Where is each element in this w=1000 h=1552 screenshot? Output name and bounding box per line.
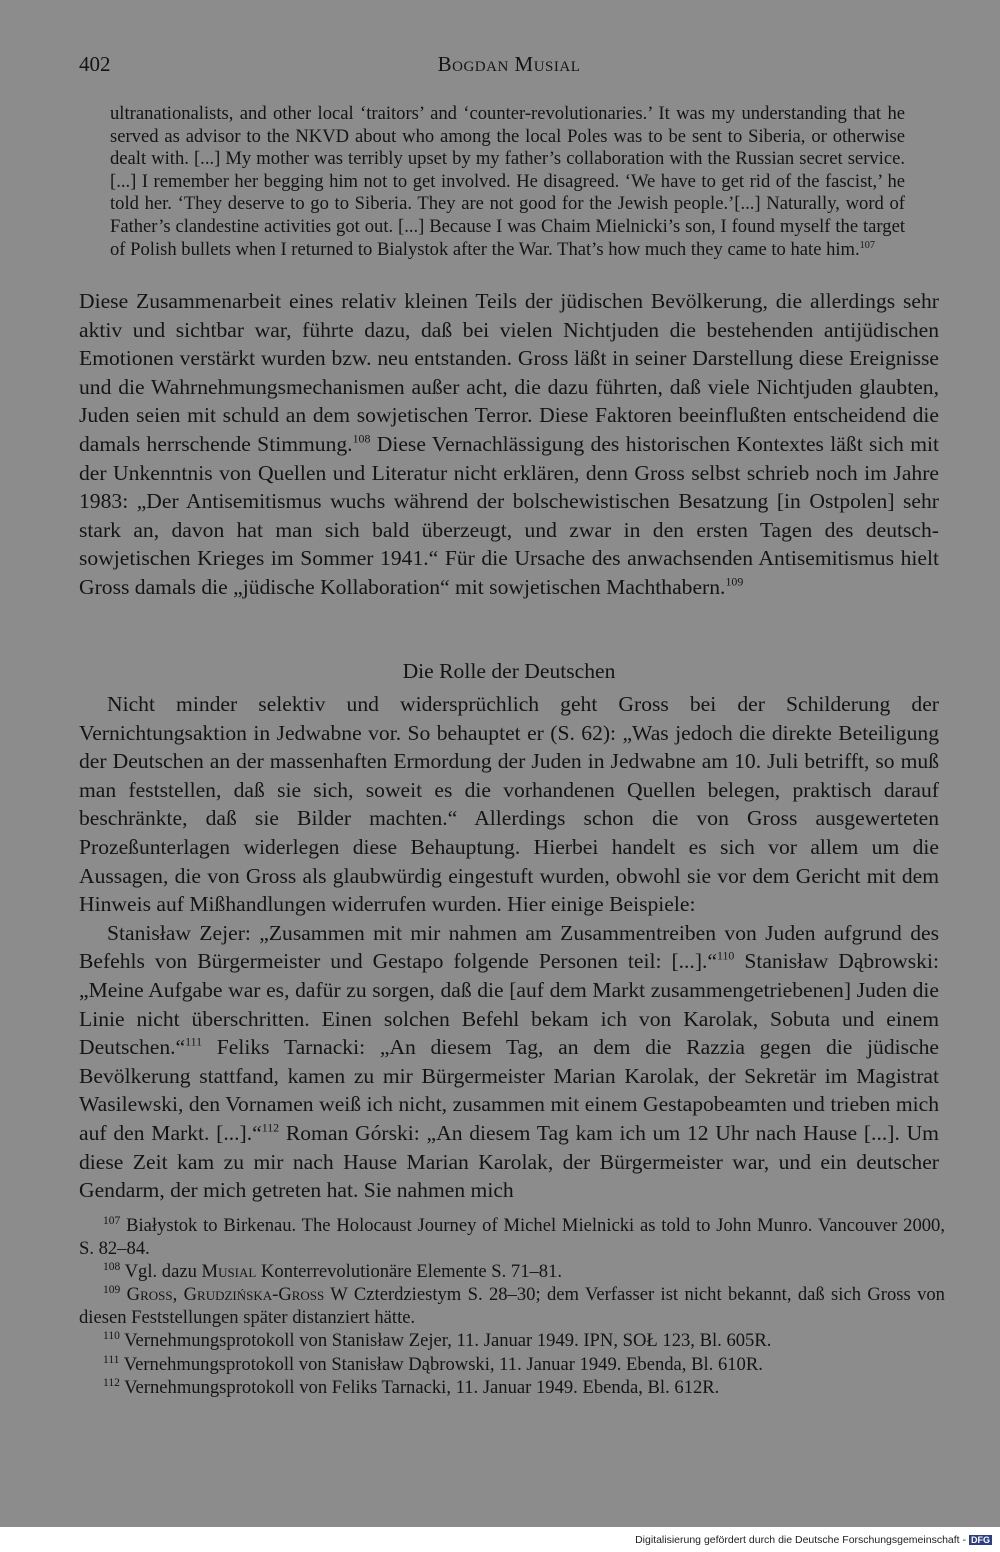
- footnote-text: Konterrevolutionäre Elemente S. 71–81.: [256, 1261, 563, 1283]
- footnote-number: 112: [103, 1376, 120, 1389]
- footnote-text: Białystok to Birkenau. The Holocaust Journey of Michel Mielnicki as told to John Munro. Vancouver 2000, S. 82–84.: [79, 1215, 946, 1260]
- paragraph-text: Diese Vernachlässigung des historischen Kontextes läßt sich mit der Unkenntnis von Quellen und Literatur nicht erklären, denn Gross selbst schrieb noch im Jahre 1983: „Der Antisemitismus wuchs während der bolschewistischen Besatzung [in Ostpolen] sehr stark an, davon hat man sich bald überzeugt, und zwar in den ersten Tagen des deutsch-sowjetischen Krieges im Sommer 1941.“ Für die Ursache des anwachsenden Antisemitismus hielt Gross damals die „jüdische Kollaboration“ mit sowjetischen Machthabern.: [79, 431, 939, 599]
- footnote-ref[interactable]: 111: [185, 1034, 203, 1049]
- footnote: [79, 1214, 945, 1260]
- body-paragraph: [79, 919, 939, 1205]
- paragraph-text: Stanisław Dąbrowski: „Meine Aufgabe war es, dafür zu sorgen, daß die [auf dem Markt zusammengetriebenen] Juden die Linie nicht überschritten. Einen solchen Befehl bekam ich von Karolak, Sobuta und einem Deutschen.“: [79, 949, 939, 1060]
- digitization-credit: [635, 1534, 992, 1546]
- footnote-text: Vernehmungsprotokoll von Stanisław Zejer, 11. Januar 1949. IPN, SOŁ 123, Bl. 605R.: [124, 1330, 772, 1352]
- footnote-text: Vernehmungsprotokoll von Feliks Tarnacki, 11. Januar 1949. Ebenda, Bl. 612R.: [124, 1376, 720, 1398]
- page-number: 402: [79, 52, 111, 76]
- paragraph-text: Diese Zusammenarbeit eines relativ kleinen Teils der jüdischen Bevölkerung, die allerdings sehr aktiv und sichtbar war, führte dazu, daß bei vielen Nichtjuden die bestehenden antijüdischen Emotionen verstärkt wurden bzw. neu entstanden. Gross läßt in seiner Darstellung diese Ereignisse und die Wahrnehmungsmechanismen außer acht, die dazu führten, daß viele Nichtjuden glaubten, Juden seien mit schuld an dem sowjetischen Terror. Diese Faktoren beeinflußten entscheidend die damals herrschende Stimmung.: [79, 289, 939, 456]
- quote-text: ultranationalists, and other local ‘traitors’ and ‘counter-revolutionaries.’ It was my understanding that he served as advisor to the NKVD about who among the local Poles was to be sent to Siberia, or otherwise dealt with. [...] My mother was terribly upset by my father’s collaboration with the Russian secret service. [...] I remember her begging him not to get involved. He disagreed. ‘We have to get rid of the fascist,’ he told her. ‘They deserve to go to Siberia. They are not good for the Jewish people.’[...] Naturally, word of Father’s clandestine activities got out. [...] Because I was Chaim Mielnicki’s son, I found myself the target of Polish bullets when I returned to Bialystok after the War. That’s how much they came to hate him.: [110, 103, 905, 260]
- running-head: Bogdan Musial: [437, 52, 581, 76]
- footnote: [79, 1353, 945, 1376]
- section-heading: Die Rolle der Deutschen: [402, 659, 616, 683]
- footnote-text: Vgl. dazu: [124, 1261, 202, 1283]
- footnote-number: 108: [103, 1261, 121, 1274]
- body-paragraph: [79, 287, 939, 602]
- footnote: [79, 1329, 945, 1352]
- paragraph-text: Feliks Tarnacki: „An diesem Tag, an dem die Razzia gegen die jüdische Bevölkerung stattfand, kamen zu mir Bürgermeister Marian Karolak, der Sekretär im Magistrat Wasilewski, den Vornamen weiß ich nicht, zusammen mit einem Gestapobeamten und trieben mich auf den Markt. [...].“: [79, 1035, 939, 1145]
- footnote-ref[interactable]: 107: [859, 239, 875, 251]
- footnote-number: 109: [103, 1284, 121, 1297]
- footnote-number: 111: [103, 1353, 120, 1366]
- dfg-logo[interactable]: DFG: [971, 1535, 990, 1546]
- author-name: Gross, Grudzińska-Gross: [126, 1284, 325, 1306]
- footnotes: [79, 1214, 945, 1399]
- footnote-text: Vernehmungsprotokoll von Stanisław Dąbrowski, 11. Januar 1949. Ebenda, Bl. 610R.: [123, 1353, 763, 1375]
- credit-text: Digitalisierung gefördert durch die Deutsche Forschungsgemeinschaft -: [635, 1534, 966, 1546]
- paragraph-text: Stanisław Zejer: „Zusammen mit mir nahmen am Zusammentreiben von Juden aufgrund des Befehls von Bürgermeister und Gestapo folgende Personen teil: [...].“: [79, 920, 939, 974]
- block-quote: [110, 103, 905, 261]
- footnote-number: 107: [103, 1215, 121, 1228]
- page-header: [79, 52, 939, 78]
- paragraph-text: Nicht minder selektiv und widersprüchlich geht Gross bei der Schilderung der Vernichtungsaktion in Jedwabne vor. So behauptet er (S. 62): „Was jedoch die direkte Beteiligung der Deutschen an der massenhaften Ermordung der Juden in Jedwabne am 10. Juli betrifft, so muß man feststellen, daß sie sich, soweit es die vorhandenen Quellen belegen, praktisch darauf beschränkte, daß sie Bilder machten.“ Allerdings schon die von Gross ausgewerteten Prozeßunterlagen widerlegen diese Behauptung. Hierbei handelt es sich vor allem um die Aussagen, die von Gross als glaubwürdig eingestuft wurden, obwohl sie vor dem Gericht mit dem Hinweis auf Mißhandlungen widerrufen wurden. Hier einige Beispiele:: [79, 692, 939, 917]
- author-name: Musial: [201, 1261, 257, 1283]
- footnote-ref[interactable]: 108: [352, 431, 371, 446]
- footnote-ref[interactable]: 109: [725, 574, 744, 589]
- body-section: [79, 690, 939, 1205]
- footnote: [79, 1376, 945, 1399]
- footnote-text: W Czterdziestym S. 28–30; dem Verfasser ist nicht bekannt, daß sich Gross von diesen Feststellungen später distanziert hätte.: [79, 1284, 945, 1329]
- footnote-ref[interactable]: 110: [717, 949, 735, 964]
- footnote: [79, 1283, 945, 1329]
- footnote-number: 110: [103, 1330, 120, 1343]
- paragraph-text: Roman Górski: „An diesem Tag kam ich um 12 Uhr nach Hause [...]. Um diese Zeit kam zu mir nach Hause Marian Karolak, der Bürgermeister war, und ein deutscher Gendarm, der mich getreten hat. Sie nahmen mich: [79, 1120, 939, 1203]
- footnote-ref[interactable]: 112: [261, 1120, 280, 1135]
- footnote: [79, 1260, 945, 1283]
- body-paragraph: [79, 690, 939, 919]
